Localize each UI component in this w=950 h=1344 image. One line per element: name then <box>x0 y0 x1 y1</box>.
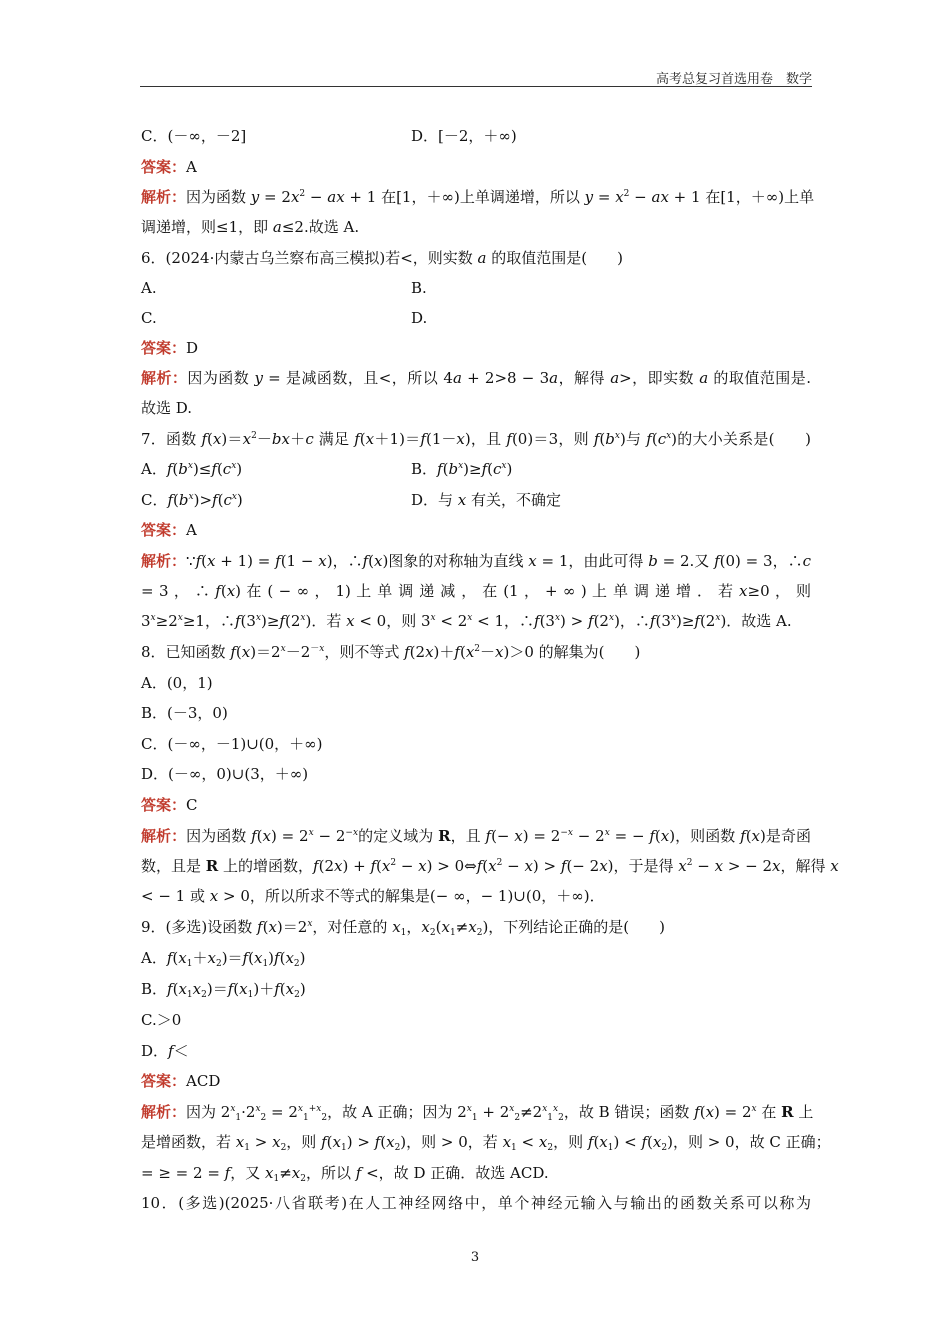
q9-analysis-line1: 解析：因为 $2^x_1\cdot 2^x_2 = 2^x_1^{+x}_2$，故 A 正确；因为 $2^x_1 + 2^x_2\ne 2^x_1^x_2$，故 B 错误；函数 $f(x) = 2^x$ 在 R 上 <box>141 1103 814 1123</box>
q10-stem: 10．(多选)(2025·八省联考)在人工神经网络中，单个神经元输入与输出的函数关系可以称为 <box>141 1194 811 1212</box>
analysis-label: 解析： <box>141 827 187 845</box>
q7-option-c: C．$f(b^x)>f(c^x)$ <box>141 491 243 509</box>
running-header: 高考总复习首选用卷 数学 <box>655 72 812 87</box>
q9-analysis-line3: = ≥ = 2 = f，又 $x_1\ne x_2$，所以 f <，故 D 正确．故选 ACD. <box>141 1164 549 1184</box>
q7-options-cd <box>141 490 811 510</box>
answer-label: 答案： <box>141 158 187 176</box>
q8-analysis-line1: 解析：因为函数 $f(x) = 2^x - 2^{-x}$的定义域为 R，且 $f(- x) = 2^{-x} - 2^x$ = − f(x)，则函数 f(x)是奇函 <box>141 827 811 845</box>
q6-analysis-line2: 故选 D. <box>141 399 193 417</box>
q7-option-a: A．$f(b^x)\le f(c^x)$ <box>141 460 243 478</box>
q9-answer: 答案：ACD <box>141 1072 221 1090</box>
q7-analysis-line2: = 3 ， ∴ f(x) 在 ( − ∞ ， 1) 上 单 调 递 减 ， 在 (1 ， + ∞ ) 上 单 调 递 增 ． 若 x≥0 ， 则 <box>141 582 811 600</box>
q9-option-c: C.＞0 <box>141 1011 182 1029</box>
q6-stem: 6．(2024·内蒙古乌兰察布高三模拟)若<，则实数 a 的取值范围是( ) <box>141 249 623 267</box>
answer-label: 答案： <box>141 521 187 539</box>
analysis-label: 解析： <box>141 188 187 206</box>
q9-option-a: A．$f(x_1+x_2)=f(x_1)f(x_2)$ <box>141 949 306 969</box>
q9-option-b: B．$f(x_1x_2)=f(x_1)+f(x_2)$ <box>141 980 306 1000</box>
q9-analysis-line2: 是增函数，若 $x_1 > x_2$，则 $f(x_1) > f(x_2)$，则 > 0，若 $x_1 < x_2$，则 $f(x_1) < f(x_2)$，则 > 0，故 C 正确； <box>141 1133 831 1153</box>
page-number: 3 <box>470 1250 480 1265</box>
q6-option-d: D. <box>411 309 428 327</box>
q5-answer: 答案：A <box>141 158 197 176</box>
q7-analysis-line3: $3^x\ge 2^x\ge 1$，$\therefore f(3^x)\ge f(2^x)$．若 x < 0，则 $3^x < 2^x < 1$，$\therefore f(3^x) > f(2^x)$，$\therefore f(3^x)\ge f(2^x)$．故选 A. <box>141 612 792 630</box>
q5-options-cd <box>141 126 811 146</box>
q7-answer: 答案：A <box>141 521 197 539</box>
q6-option-a: A. <box>141 279 157 297</box>
q8-analysis-line2: 数，且是 R 上的增函数，$f(2x) + f(x^2 - x)$ > $0\Leftrightarrow f(x^2 - x) > f(- 2x)$，于是得 $x^2 - x$ > − 2x，解得 x <box>141 857 839 875</box>
q5-analysis-line1: 解析：因为函数 $y = 2x^2$ − ax + 1 在[1，＋∞)上单调递增，所以 $y = x^2$ − ax + 1 在[1，＋∞)上单 <box>141 188 815 206</box>
q8-analysis-line3: < − 1 或 x > 0，所以所求不等式的解集是(− ∞，− 1)∪(0，＋∞)． <box>141 887 605 905</box>
q8-option-c: C．(－∞，－1)∪(0，＋∞) <box>141 735 323 753</box>
q9-option-d: D．f＜ <box>141 1042 189 1060</box>
q5-analysis-line2: 调递增，则≤1，即 a≤2.故选 A. <box>141 218 360 236</box>
q7-option-d: D．与 x 有关，不确定 <box>411 491 562 509</box>
q7-analysis-line1: 解析：∵f(x + 1) = f(1 − x)，∴f(x)图象的对称轴为直线 x = 1，由此可得 b = 2.又 f(0) = 3，∴c <box>141 552 812 570</box>
q7-option-b: B．$f(b^x)\ge f(c^x)$ <box>411 460 513 478</box>
q6-option-b: B. <box>411 279 427 297</box>
q5-option-c: C．(－∞，－2] <box>141 127 247 145</box>
answer-label: 答案： <box>141 339 187 357</box>
q7-stem: 7．函数 $f(x)=x^2-bx+c$ 满足 f(x＋1)＝f(1－x)，且 f(0)＝3，则 $f(b^x)$与 $f(c^x)$的大小关系是( ) <box>141 430 811 448</box>
q8-option-d: D．(－∞，0)∪(3，＋∞) <box>141 765 309 783</box>
analysis-label: 解析： <box>141 1103 187 1121</box>
q8-option-a: A．(0，1) <box>141 674 213 692</box>
q6-option-c: C. <box>141 309 157 327</box>
q9-stem: 9．(多选)设函数 $f(x)=2^x$，对任意的 $x_1$，$x_2(x_1\ne x_2)$，下列结论正确的是( ) <box>141 918 666 938</box>
q6-analysis-line1: 解析：因为函数 y = 是减函数，且<，所以 4a + 2>8 − 3a，解得 a>，即实数 a 的取值范围是. <box>141 369 811 387</box>
q6-options-cd <box>141 308 811 328</box>
q6-answer: 答案：D <box>141 339 199 357</box>
q6-options-ab <box>141 278 811 298</box>
answer-label: 答案： <box>141 1072 187 1090</box>
q8-option-b: B．(－3，0) <box>141 704 228 722</box>
header-rule <box>140 86 812 87</box>
analysis-label: 解析： <box>141 369 188 387</box>
analysis-label: 解析： <box>141 552 187 570</box>
q8-answer: 答案：C <box>141 796 198 814</box>
q5-option-d: D．[－2，＋∞) <box>411 127 517 145</box>
q7-options-ab <box>141 459 811 479</box>
answer-label: 答案： <box>141 796 187 814</box>
q8-stem: 8．已知函数 $f(x)=2^x-2^{-x}$，则不等式 $f(2x)+f(x^2-x)>0$ 的解集为( ) <box>141 643 641 661</box>
